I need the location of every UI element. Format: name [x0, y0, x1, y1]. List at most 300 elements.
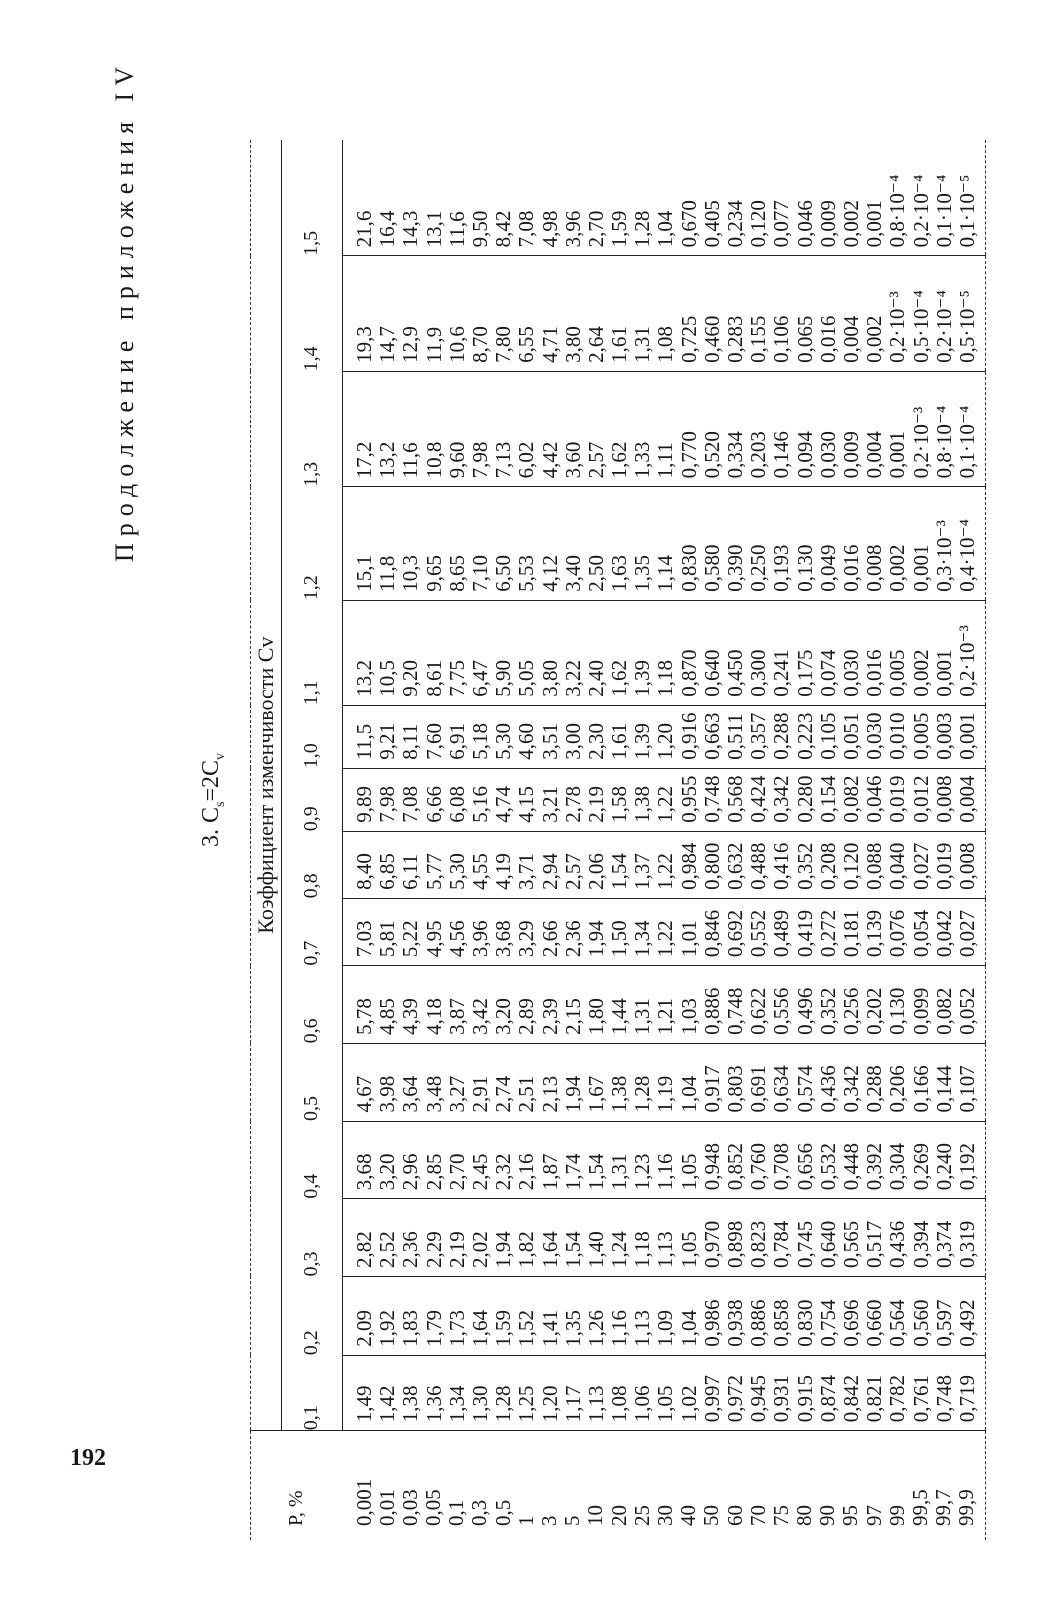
table-cell: 0,008 [862, 544, 887, 592]
table-cell: 0,003 [931, 712, 956, 760]
table-cell: 6,02 [514, 441, 539, 479]
table-cell: 0,009 [815, 200, 840, 248]
table-cell: 0,496 [792, 987, 817, 1035]
table-cell: 4,98 [537, 210, 562, 248]
table-cell: 1,94 [491, 1231, 516, 1268]
table-cell: 0,898 [723, 1220, 747, 1268]
table-cell: 0,042 [931, 909, 956, 958]
table-cell: 2,19 [444, 1231, 469, 1268]
table-cell: 0,997 [699, 1375, 724, 1423]
table-cell: 1,94 [583, 920, 608, 958]
table-cell: 5,77 [421, 853, 446, 890]
table-cell: 10,6 [444, 326, 469, 363]
table-cell: 1,25 [514, 1385, 539, 1423]
table-cell: 1,40 [583, 1231, 608, 1268]
table-cell: 0,008 [954, 842, 979, 890]
table-cell: 0,436 [815, 1065, 840, 1113]
table-cell: 1,31 [630, 326, 655, 363]
table-cell: 2,64 [583, 326, 608, 363]
table-cell: 0,782 [885, 1375, 910, 1423]
table-cell: 10,8 [421, 441, 446, 479]
table-cell: 1,73 [444, 1309, 469, 1347]
value-column [343, 705, 986, 768]
table-cell: 2,51 [514, 1075, 539, 1113]
table-cell: 3,00 [560, 722, 585, 760]
table-cell: 2,50 [583, 554, 608, 592]
table-cell: 15,1 [352, 554, 376, 592]
table-cell: 1,24 [607, 1231, 632, 1268]
table-cell: 1,04 [653, 210, 678, 248]
table-cell: 0,046 [862, 775, 887, 823]
table-cell: 1,35 [560, 1309, 585, 1347]
table-cell: 0,280 [792, 775, 817, 823]
table-cell: 1,94 [560, 1075, 585, 1113]
table-cell: 1,18 [653, 659, 678, 697]
table-cell: 0,488 [746, 842, 771, 890]
table-cell: 0,760 [746, 1142, 771, 1191]
table-cell: 0,1·10⁻⁴ [954, 405, 979, 479]
table-cell: 4,18 [421, 998, 446, 1035]
table-cell: 19,3 [352, 326, 376, 363]
table-cell: 1,20 [537, 1385, 562, 1423]
table-cell: 0,450 [723, 649, 747, 697]
table-cell: 11,6 [444, 211, 469, 248]
table-cell: 3,80 [560, 326, 585, 363]
table-cell: 0,019 [885, 775, 910, 823]
p-value: 10 [583, 1505, 608, 1526]
table-cell: 1,42 [375, 1385, 400, 1423]
table-cell: 0,416 [769, 842, 794, 890]
table-cell: 0,272 [815, 909, 840, 958]
table-cell: 3,29 [514, 920, 539, 958]
table-cell: 0,130 [792, 544, 817, 592]
table-cell: 0,206 [885, 1065, 910, 1113]
table-cell: 2,91 [467, 1075, 492, 1113]
p-value: 95 [838, 1505, 863, 1526]
table-cell: 0,001 [954, 712, 979, 760]
table-cell: 1,13 [653, 1231, 678, 1268]
table-title-mid: =2C [198, 760, 224, 802]
table-cell: 0,300 [746, 649, 771, 697]
table-cell: 0,001 [908, 544, 933, 592]
table-cell: 0,748 [723, 987, 747, 1035]
table-cell: 0,192 [954, 1142, 979, 1191]
p-value: 0,1 [444, 1499, 469, 1526]
table-cell: 1,02 [676, 1385, 701, 1423]
table-cell: 1,21 [653, 998, 678, 1035]
table-cell: 0,146 [769, 431, 794, 479]
table-cell: 0,002 [885, 544, 910, 592]
table-cell: 9,20 [398, 659, 423, 697]
table-cell: 0,082 [838, 775, 863, 823]
table-cell: 5,18 [467, 722, 492, 760]
p-value: 70 [745, 1505, 770, 1526]
table-cell: 0,027 [954, 909, 979, 958]
p-value: 40 [676, 1505, 701, 1526]
table-cell: 0,2·10⁻⁴ [931, 290, 956, 363]
table-cell: 0,016 [815, 315, 840, 363]
table-cell: 8,40 [352, 853, 376, 890]
table-cell: 1,41 [537, 1309, 562, 1347]
p-value: 0,5 [490, 1499, 515, 1526]
table-cell: 0,342 [838, 1065, 863, 1113]
table-cell: 2,85 [421, 1153, 446, 1191]
table-cell: 1,17 [560, 1385, 585, 1423]
table-cell: 8,61 [421, 659, 446, 697]
p-column [343, 1431, 986, 1540]
table-cell: 1,59 [491, 1309, 516, 1347]
table-cell: 3,64 [398, 1075, 423, 1113]
table-cell: 16,4 [375, 210, 400, 248]
table-cell: 0,004 [862, 431, 887, 479]
table-cell: 0,241 [769, 649, 794, 697]
table-cell: 0,8·10⁻⁴ [931, 405, 956, 479]
value-column [343, 898, 986, 965]
table-cell: 3,20 [491, 998, 516, 1035]
table-cell: 1,49 [352, 1385, 376, 1423]
table-cell: 4,85 [375, 998, 400, 1035]
table-cell: 0,560 [908, 1299, 933, 1347]
table-cell: 2,30 [583, 722, 608, 760]
table-cell: 0,823 [746, 1220, 771, 1268]
table-cell: 0,634 [769, 1065, 794, 1113]
cv-header-cell: 0,1 [282, 1355, 343, 1431]
table-cell: 0,656 [792, 1142, 817, 1191]
cv-header-cell: 1,5 [282, 140, 343, 256]
table-cell: 0,374 [931, 1220, 956, 1268]
value-column [343, 966, 986, 1044]
table-cell: 0,580 [699, 544, 724, 592]
p-value: 97 [861, 1505, 886, 1526]
table-cell: 1,92 [375, 1309, 400, 1347]
table-cell: 0,004 [838, 315, 863, 363]
p-value: 75 [768, 1505, 793, 1526]
table-cell: 1,31 [630, 998, 655, 1035]
table-cell: 7,13 [491, 441, 516, 479]
table-cell: 2,57 [583, 441, 608, 479]
table-cell: 1,22 [653, 853, 678, 890]
table-cell: 0,520 [699, 431, 724, 479]
table-cell: 1,59 [607, 210, 632, 248]
p-value: 25 [629, 1505, 654, 1526]
table-cell: 2,32 [491, 1153, 516, 1191]
table-cell: 0,2·10⁻³ [954, 625, 979, 697]
table-cell: 1,39 [630, 722, 655, 760]
table-cell: 5,30 [491, 722, 516, 760]
table-cell: 13,2 [352, 659, 376, 697]
table-cell: 1,28 [630, 1075, 655, 1113]
table-cell: 0,3·10⁻³ [931, 520, 956, 592]
table-cell: 0,139 [862, 909, 887, 958]
table-cell: 0,972 [723, 1375, 747, 1423]
table-cell: 1,44 [607, 998, 632, 1035]
table-cell: 0,1·10⁻⁴ [931, 174, 956, 248]
table-cell: 4,12 [537, 554, 562, 592]
table-cell: 0,858 [769, 1299, 794, 1347]
table-cell: 4,74 [491, 785, 516, 823]
table-cell: 14,7 [375, 326, 400, 363]
table-cell: 1,34 [630, 920, 655, 958]
value-column [343, 371, 986, 487]
table-cell: 12,9 [398, 326, 423, 363]
value-column [343, 1276, 986, 1355]
table-cell: 1,05 [653, 1385, 678, 1423]
table-cell: 0,436 [885, 1220, 910, 1268]
table-cell: 1,74 [560, 1153, 585, 1191]
table-cell: 0,256 [838, 987, 863, 1035]
table-cell: 1,87 [537, 1153, 562, 1191]
table-cell: 0,830 [676, 544, 701, 592]
p-value: 99,5 [908, 1489, 932, 1526]
table-cell: 0,357 [746, 712, 771, 760]
value-column [343, 1121, 986, 1199]
table-cell: 0,696 [838, 1299, 863, 1347]
table-cell: 1,54 [607, 853, 632, 890]
p-value: 99,7 [931, 1489, 956, 1526]
table-cell: 17,2 [352, 441, 376, 479]
cv-group-header: Коэффициент изменчивости Cv [251, 140, 282, 1431]
cv-header-cell: 0,9 [282, 768, 343, 831]
table-cell: 0,2·10⁻³ [908, 406, 933, 479]
table-cell: 2,89 [514, 998, 539, 1035]
table-cell: 0,223 [792, 712, 817, 760]
table-cell: 0,016 [862, 649, 887, 697]
table-cell: 3,87 [444, 998, 469, 1035]
table-cell: 0,019 [931, 842, 956, 890]
table-cell: 2,94 [537, 853, 562, 890]
table-cell: 6,50 [491, 554, 516, 592]
p-value: 50 [699, 1505, 724, 1526]
table-cell: 1,28 [491, 1385, 516, 1423]
table-cell: 0,065 [792, 315, 817, 363]
table-cell: 0,009 [838, 431, 863, 479]
table-cell: 0,352 [815, 987, 840, 1035]
table-cell: 0,821 [862, 1375, 887, 1423]
table-title [198, 60, 229, 1540]
table-cell: 3,27 [444, 1075, 469, 1113]
table-cell: 13,1 [421, 210, 446, 248]
table-cell: 5,78 [352, 998, 376, 1035]
table-cell: 1,34 [444, 1385, 469, 1423]
table-cell: 1,09 [653, 1309, 678, 1347]
table-cell: 0,394 [908, 1220, 933, 1268]
table-cell: 2,36 [398, 1231, 423, 1268]
table-cell: 10,3 [398, 554, 423, 592]
table-cell: 3,20 [375, 1153, 400, 1191]
table-cell: 9,65 [421, 554, 446, 592]
table-cell: 0,597 [931, 1299, 956, 1347]
table-cell: 0,120 [838, 842, 863, 890]
table-cell: 0,745 [792, 1220, 817, 1268]
table-cell: 7,60 [421, 722, 446, 760]
table-cell: 0,986 [699, 1299, 724, 1347]
table-cell: 3,42 [467, 998, 492, 1035]
table-cell: 2,15 [560, 998, 585, 1035]
table-cell: 1,05 [676, 1231, 701, 1268]
table-cell: 2,74 [491, 1075, 516, 1113]
table-cell: 3,21 [537, 785, 562, 823]
table-cell: 0,130 [885, 987, 910, 1035]
table-cell: 0,945 [746, 1375, 771, 1423]
table-cell: 2,29 [421, 1231, 446, 1268]
value-column [343, 600, 986, 705]
table-cell: 0,240 [931, 1142, 956, 1191]
table-cell: 0,1·10⁻⁵ [954, 174, 979, 248]
p-value: 99,9 [954, 1489, 979, 1526]
table-cell: 5,30 [444, 853, 469, 890]
table-cell: 0,565 [838, 1220, 863, 1268]
table-cell: 1,06 [630, 1385, 655, 1423]
table-cell: 0,166 [908, 1065, 933, 1113]
table-cell: 1,38 [398, 1385, 423, 1423]
table-cell: 1,04 [676, 1075, 701, 1113]
table-cell: 7,10 [467, 554, 492, 592]
table-cell: 4,95 [421, 920, 446, 958]
p-value: 0,01 [374, 1489, 399, 1526]
cv-header-cell: 1,0 [282, 705, 343, 768]
value-column [343, 1355, 986, 1431]
p-value: 99 [884, 1505, 909, 1526]
table-cell: 0,002 [838, 200, 863, 248]
table-cell: 0,120 [746, 200, 771, 248]
table-cell: 1,08 [653, 326, 678, 363]
table-cell: 4,39 [398, 998, 423, 1035]
table-cell: 0,948 [699, 1142, 724, 1191]
page-number: 192 [70, 1445, 106, 1471]
table-cell: 0,077 [769, 200, 794, 248]
table-cell: 14,3 [398, 210, 423, 248]
table-cell: 0,030 [815, 431, 840, 479]
table-cell: 1,61 [607, 326, 632, 363]
table-cell: 0,001 [862, 200, 887, 248]
cv-header-cell: 1,4 [282, 256, 343, 372]
table-cell: 2,66 [537, 920, 562, 958]
table-cell: 0,955 [676, 775, 701, 823]
table-cell: 1,05 [676, 1153, 701, 1191]
table-cell: 2,96 [398, 1153, 423, 1191]
table-cell: 0,392 [862, 1142, 887, 1191]
table-cell: 1,22 [653, 920, 678, 958]
table-cell: 0,181 [838, 909, 863, 958]
table-cell: 13,2 [375, 441, 400, 479]
cv-header-cell: 0,3 [282, 1199, 343, 1277]
table-cell: 1,64 [467, 1309, 492, 1347]
p-value: 0,001 [351, 1478, 376, 1526]
table-cell: 3,96 [467, 920, 492, 958]
table-cell: 0,691 [746, 1065, 771, 1113]
table-cell: 0,283 [723, 315, 747, 363]
table-cell: 1,28 [630, 210, 655, 248]
table-cell: 2,09 [352, 1309, 376, 1347]
table-cell: 0,938 [723, 1299, 747, 1347]
table-cell: 0,931 [769, 1375, 794, 1423]
table-cell: 1,52 [514, 1309, 539, 1347]
table-cell: 1,23 [630, 1153, 655, 1191]
table-cell: 0,082 [931, 987, 956, 1035]
table-cell: 0,106 [769, 315, 794, 363]
cv-header-row [282, 140, 343, 1540]
table-cell: 1,64 [537, 1231, 562, 1268]
table-cell: 2,70 [583, 210, 608, 248]
table-cell: 9,50 [467, 210, 492, 248]
table-cell: 2,82 [352, 1231, 376, 1268]
table-cell: 0,001 [885, 431, 910, 479]
p-value: 0,05 [421, 1489, 446, 1526]
table-cell: 0,830 [792, 1299, 817, 1347]
data-table [250, 140, 986, 1540]
table-cell: 4,42 [537, 441, 562, 479]
table-title-main: 3. C [198, 807, 224, 848]
table-cell: 1,39 [630, 659, 655, 697]
table-cell: 0,803 [723, 1065, 747, 1113]
table-cell: 0,660 [862, 1299, 887, 1347]
table-cell: 1,04 [676, 1309, 701, 1347]
table-cell: 6,47 [467, 659, 492, 697]
table-cell: 5,22 [398, 920, 423, 958]
table-cell: 5,81 [375, 920, 400, 958]
table-cell: 0,574 [792, 1065, 817, 1113]
table-cell: 2,19 [583, 785, 608, 823]
table-cell: 2,78 [560, 785, 585, 823]
table-cell: 0,049 [815, 544, 840, 592]
table-cell: 0,352 [792, 842, 817, 890]
table-cell: 0,004 [954, 775, 979, 823]
table-cell: 6,08 [444, 785, 469, 823]
cv-header-cell: 0,4 [282, 1121, 343, 1199]
table-cell: 0,489 [769, 909, 794, 958]
table-cell: 3,98 [375, 1075, 400, 1113]
table-cell: 0,001 [931, 649, 956, 697]
table-cell: 2,40 [583, 659, 608, 697]
table-cell: 0,202 [862, 987, 887, 1035]
table-cell: 1,36 [421, 1385, 446, 1423]
table-cell: 0,054 [908, 909, 933, 958]
table-cell: 0,012 [908, 775, 933, 823]
table-cell: 2,39 [537, 998, 562, 1035]
table-cell: 0,8·10⁻⁴ [885, 174, 910, 248]
table-cell: 8,65 [444, 554, 469, 592]
table-cell: 5,05 [514, 659, 539, 697]
cv-header-cell: 0,6 [282, 966, 343, 1044]
table-cell: 0,568 [723, 775, 747, 823]
table-cell: 2,16 [514, 1153, 539, 1191]
table-cell: 4,56 [444, 920, 469, 958]
p-value: 90 [815, 1505, 840, 1526]
table-cell: 11,6 [398, 442, 423, 479]
table-cell: 0,761 [908, 1375, 933, 1423]
table-cell: 2,52 [375, 1231, 400, 1268]
table-cell: 0,030 [862, 712, 887, 760]
p-value: 0,3 [467, 1499, 492, 1526]
table-cell: 1,83 [398, 1309, 423, 1347]
table-cell: 5,53 [514, 554, 539, 592]
table-cell: 21,6 [352, 210, 376, 248]
value-column [343, 1199, 986, 1277]
table-cell: 3,51 [537, 722, 562, 760]
table-cell: 1,62 [607, 441, 632, 479]
table-cell: 0,770 [676, 431, 701, 479]
table-cell: 3,71 [514, 853, 539, 890]
table-cell: 0,107 [954, 1065, 979, 1113]
p-value: 20 [606, 1505, 631, 1526]
table-cell: 0,511 [723, 713, 747, 760]
p-value: 5 [560, 1515, 585, 1526]
table-cell: 3,40 [560, 554, 585, 592]
table-cell: 1,22 [653, 785, 678, 823]
p-value: 60 [722, 1505, 747, 1526]
cv-header-cell: 0,8 [282, 831, 343, 898]
table-cell: 7,03 [352, 920, 376, 958]
